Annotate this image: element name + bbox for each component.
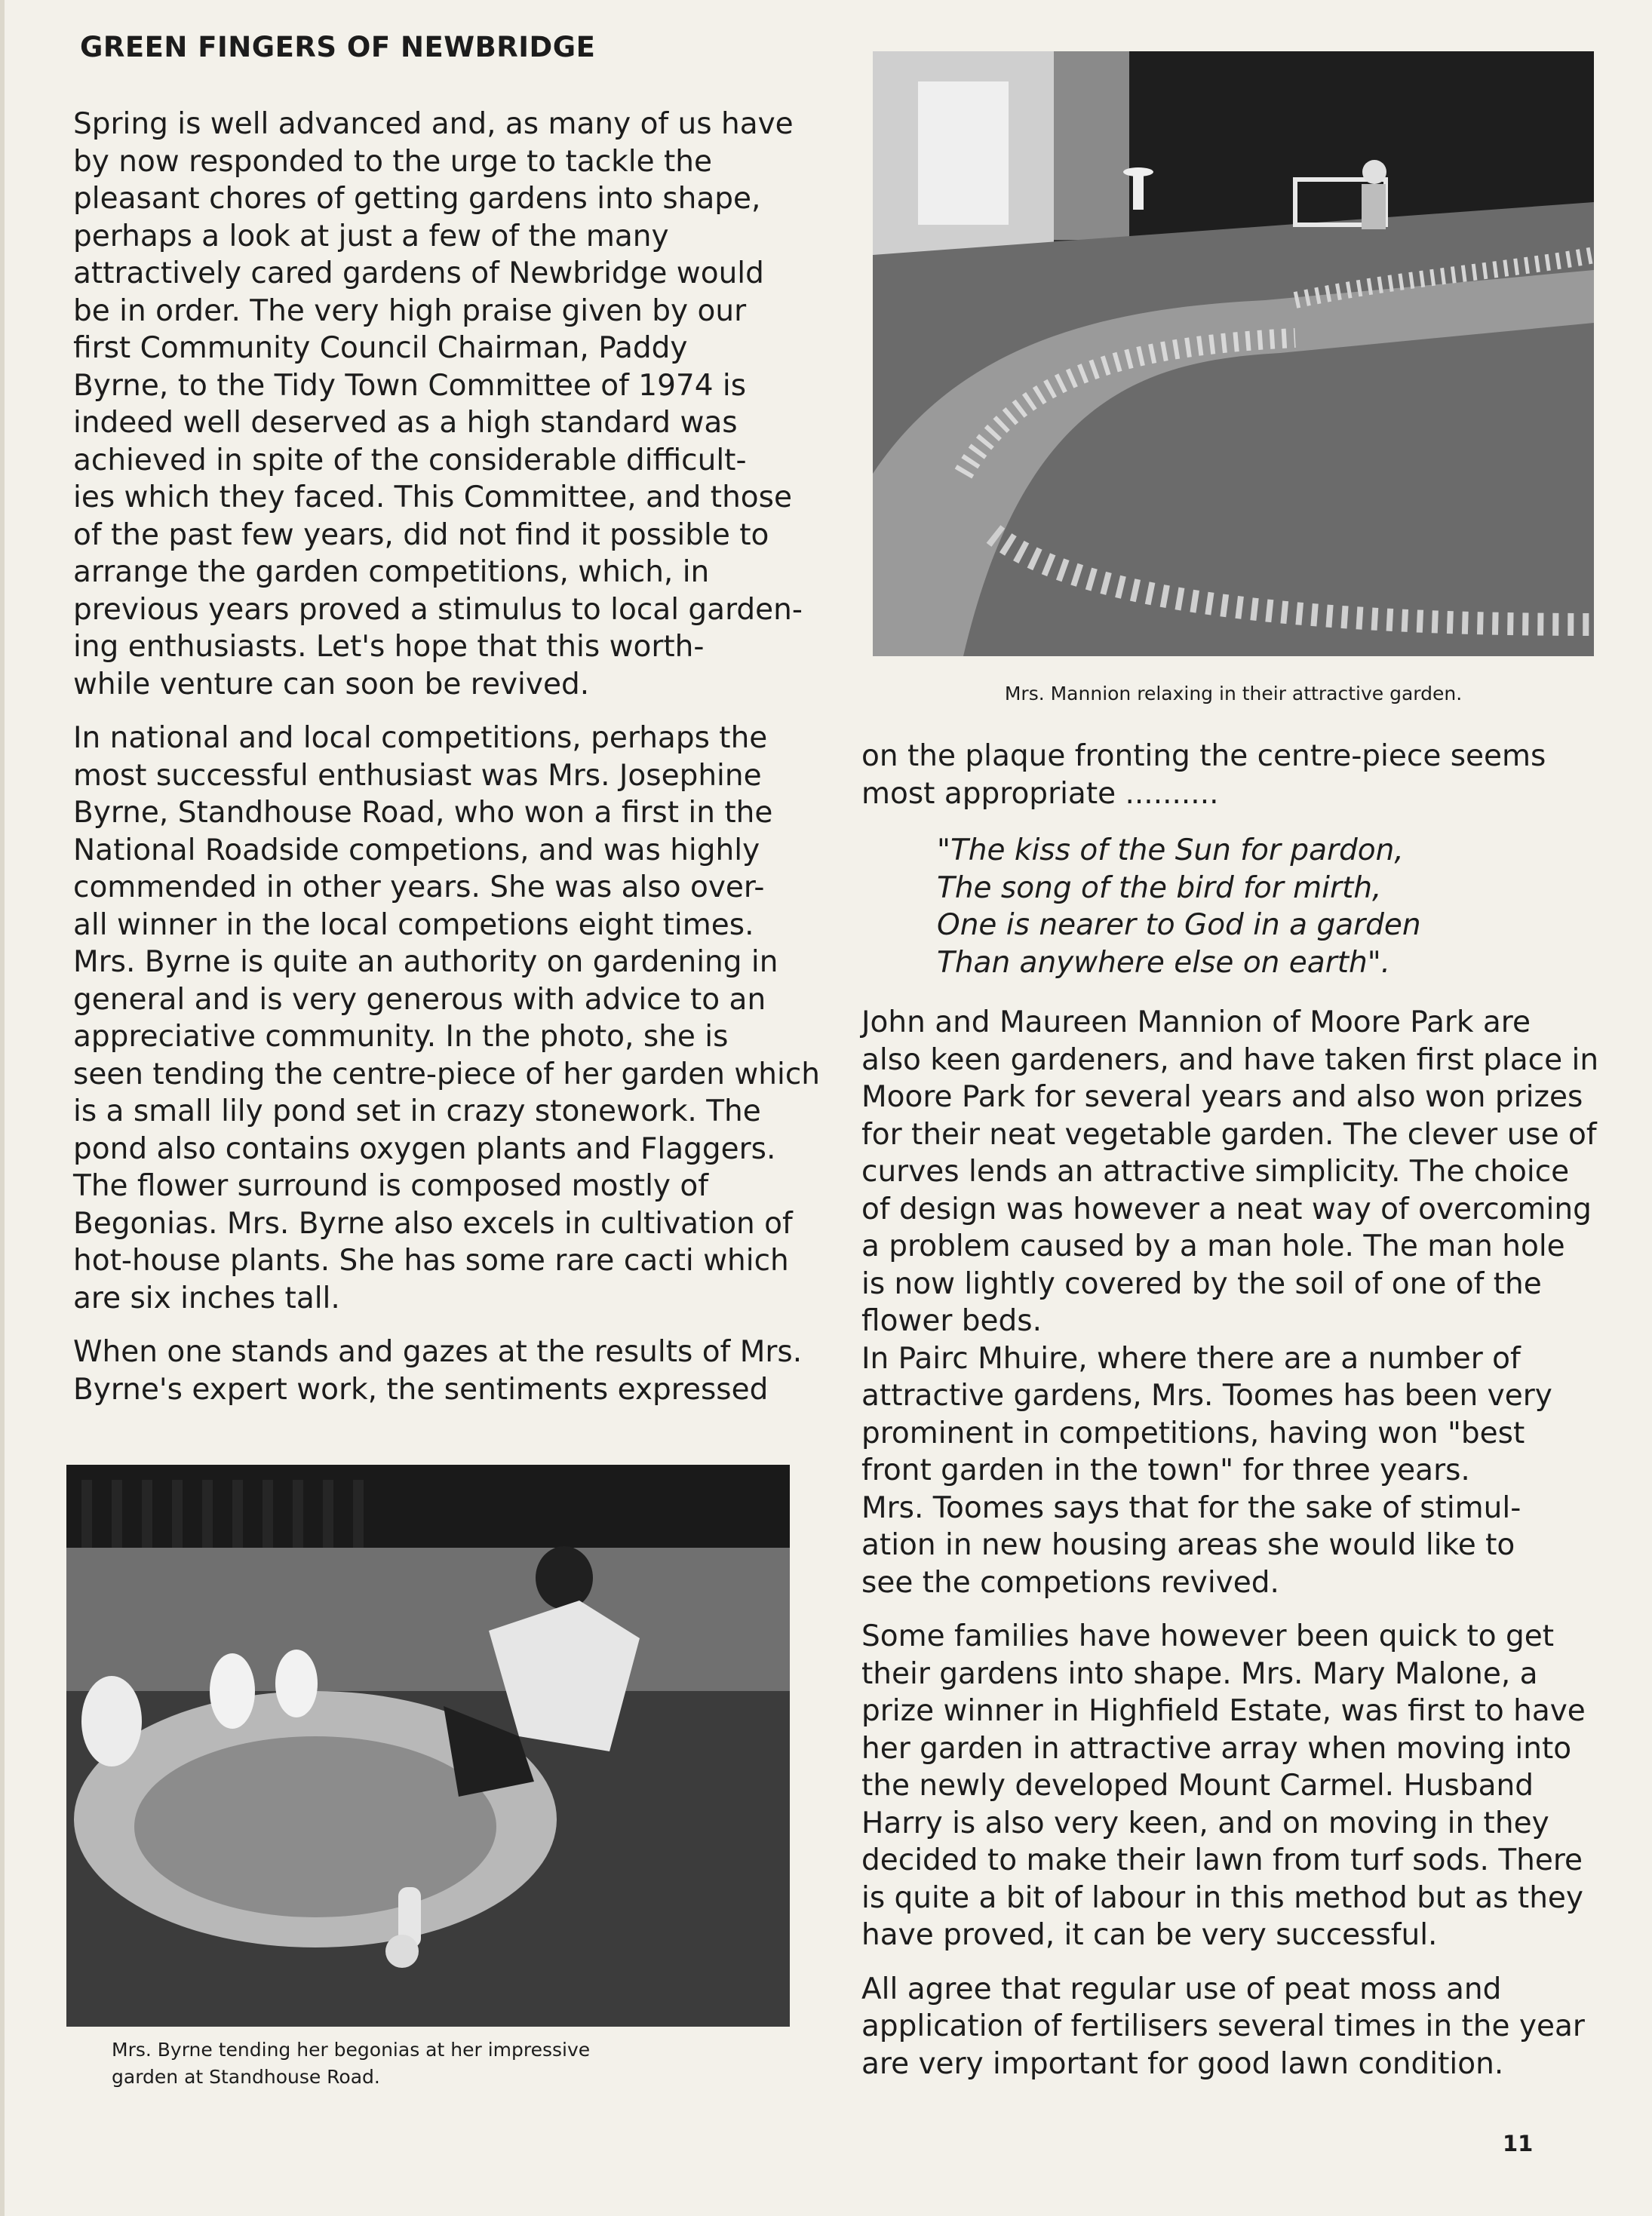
caption-mannion: Mrs. Mannion relaxing in their attractive garden. (1004, 683, 1463, 704)
left-column (73, 106, 820, 1425)
photo-mannion-garden (873, 51, 1594, 656)
paragraph-sentiments: When one stands and gazes at the results of Mrs. Byrne's expert work, the sentiments expressed (73, 1335, 803, 1407)
photo-byrne-pond (66, 1465, 790, 2027)
paragraph-plaque: on the plaque fronting the centre-piece seems most appropriate .......... (861, 739, 1546, 811)
article-title: GREEN FINGERS OF NEWBRIDGE (80, 31, 596, 63)
paragraph-byrne: In national and local competitions, perhaps the most successful enthusiast was Mrs. Josephine Byrne, Standhouse Road, who won a first in the National Roadside competions, and was highly commended in other years. She was also over- all winner in the local competions eight times. Mrs. Byrne is quite an authority on gardening in general and is very generous with advice to an appreciative community. In the photo, she is seen tending the centre-piece of her garden which is a small lily pond set in crazy stonework. The pond also contains oxygen plants and Flaggers. The flower surround is composed mostly of Begonias. Mrs. Byrne also excels in cultivation of hot-house plants. She has some rare cacti which are six inches tall. (73, 721, 821, 1315)
paragraph-lawn-care: All agree that regular use of peat moss and application of fertilisers several times in the year are very important for good lawn condition. (861, 1972, 1585, 2081)
paragraph-toomes: In Pairc Mhuire, where there are a number of attractive gardens, Mrs. Toomes has been very prominent in competitions, having won "best front garden in the town" for three years. Mrs. Toomes says that for the sake of stimul- ation in new housing areas she would like to see the competions revived. (861, 1341, 1552, 1600)
garden-photo-illustration (873, 51, 1594, 656)
paragraph-intro: Spring is well advanced and, as many of us have by now responded to the urge to tackle the pleasant chores of getting gardens into shape, perhaps a look at just a few of the many attractively cared gardens of Newbridge would be in order. The very high praise given by our first Community Council Chairman, Paddy Byrne, to the Tidy Town Committee of 1974 is indeed well deserved as a high standard was achieved in spite of the considerable difficult- ies which they faced. This Committee, and those of the past few years, did not find it possible to arrange the garden competitions, which, in previous years proved a stimulus to local garden- ing enthusiasts. Let's hope that this worth- while venture can soon be revived. (73, 107, 803, 701)
paragraph-malone: Some families have however been quick to get their gardens into shape. Mrs. Mary Malone, a prize winner in Highfield Estate, was first to have her garden in attractive array when moving into the newly developed Mount Carmel. Husband Harry is also very keen, and on moving in they decided to make their lawn from turf sods. There is quite a bit of labour in this method but as they have proved, it can be very successful. (861, 1619, 1586, 1952)
poem: "The kiss of the Sun for pardon, The song of the bird for mirth, One is nearer to God in a garden Than anywhere else on earth". (937, 833, 1421, 980)
page-number: 11 (1503, 2131, 1534, 2156)
pond-photo-illustration (66, 1465, 790, 2027)
paragraph-mannion: John and Maureen Mannion of Moore Park are also keen gardeners, and have taken first place in Moore Park for several years and also won prizes for their neat vegetable garden. The clever use of curves lends an attractive simplicity. The choice of design was however a neat way of overcoming a problem caused by a man hole. The man hole is now lightly covered by the soil of one of the flower beds. (861, 1005, 1599, 1338)
right-column (861, 738, 1601, 2099)
caption-byrne: Mrs. Byrne tending her begonias at her impressive garden at Standhouse Road. (112, 2039, 591, 2088)
